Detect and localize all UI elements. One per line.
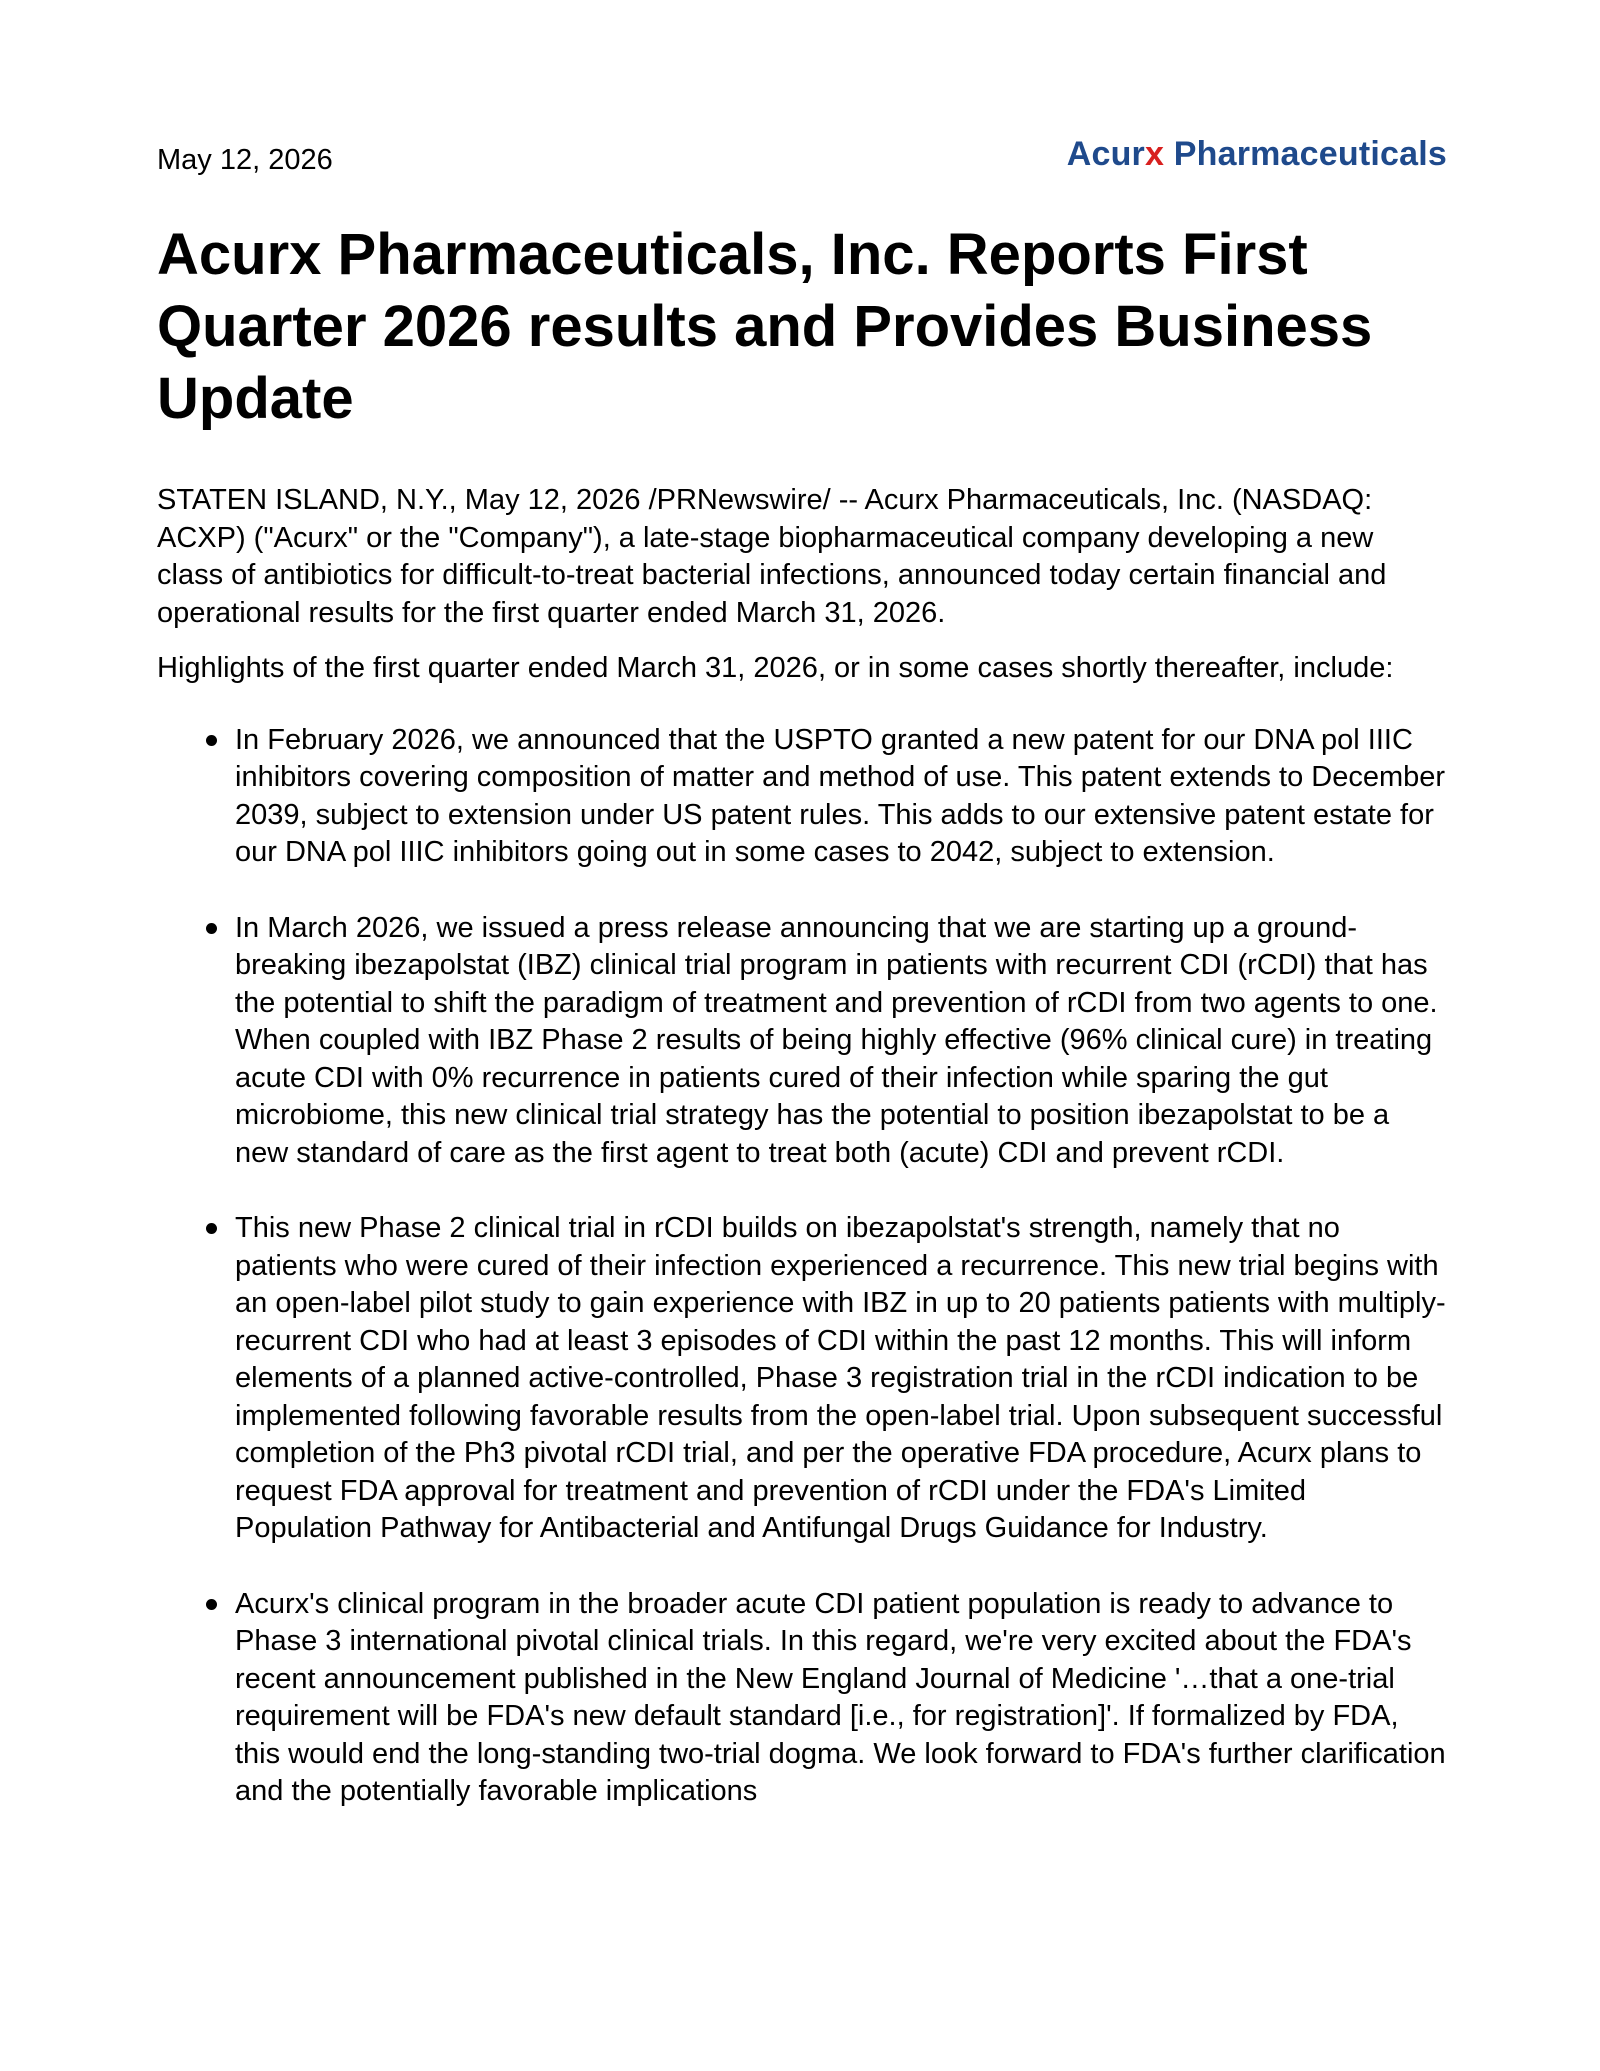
list-item: [235, 722, 1447, 872]
release-date: May 12, 2026: [157, 144, 333, 176]
list-item: [235, 910, 1447, 1173]
bullet-icon: [206, 1223, 217, 1234]
bullet-icon: [206, 735, 217, 746]
bullet-icon: [206, 923, 217, 934]
list-item-text: Acurx's clinical program in the broader acute CDI patient population is ready to advance to Phase 3 international pivotal clinical trials. In this regard, we're very excited about the FDA's recent announcement published in the New England Journal of Medicine '…that a one-trial requirement will be FDA's new default standard [i.e., for registration]'. If formalized by FDA, this would end the long-standing two-trial dogma. We look forward to FDA's further clarification and the potentially favorable implications: [235, 1587, 1446, 1807]
list-item-text: In March 2026, we issued a press release announcing that we are starting up a ground-breaking ibezapolstat (IBZ) clinical trial program in patients with recurrent CDI (rCDI) that has the potential to shift the paradigm of treatment and prevention of rCDI from two agents to one. When coupled with IBZ Phase 2 results of being highly effective (96% clinical cure) in treating acute CDI with 0% recurrence in patients cured of their infection while sparing the gut microbiome, this new clinical trial strategy has the potential to position ibezapolstat to be a new standard of care as the first agent to treat both (acute) CDI and prevent rCDI.: [235, 911, 1438, 1169]
list-item-text: In February 2026, we announced that the USPTO granted a new patent for our DNA pol IIIC inhibitors covering composition of matter and method of use. This patent extends to December 2039, subject to extension under US patent rules. This adds to our extensive patent estate for our DNA pol IIIC inhibitors going out in some cases to 2042, subject to extension.: [235, 723, 1446, 868]
company-logo: [1067, 135, 1447, 174]
article-body: [157, 482, 1447, 1849]
logo-text-part1: Acur: [1066, 135, 1145, 173]
bullet-icon: [206, 1599, 217, 1610]
list-item: [235, 1586, 1447, 1811]
highlights-intro: Highlights of the first quarter ended March 31, 2026, or in some cases shortly thereafter, include:: [157, 652, 1394, 684]
logo-text-accent: x: [1144, 135, 1165, 173]
intro-paragraph: STATEN ISLAND, N.Y., May 12, 2026 /PRNewswire/ -- Acurx Pharmaceuticals, Inc. (NASDAQ: ACXP) ("Acurx" or the "Company"), a late-stage biopharmaceutical company developing a new class of antibiotics for difficult-to-treat bacterial infections, announced today certain financial and operational results for the first quarter ended March 31, 2026.: [157, 484, 1387, 629]
list-item: [235, 1210, 1447, 1548]
highlights-list: [157, 722, 1447, 1811]
page-title: Acurx Pharmaceuticals, Inc. Reports First Quarter 2026 results and Provides Business Update: [157, 222, 1373, 431]
list-item-text: This new Phase 2 clinical trial in rCDI builds on ibezapolstat's strength, namely that no patients who were cured of their infection experienced a recurrence. This new trial begins with an open-label pilot study to gain experience with IBZ in up to 20 patients patients with multiply-recurrent CDI who had at least 3 episodes of CDI within the past 12 months. This will inform elements of a planned active-controlled, Phase 3 registration trial in the rCDI indication to be implemented following favorable results from the open-label trial. Upon subsequent successful completion of the Ph3 pivotal rCDI trial, and per the operative FDA procedure, Acurx plans to request FDA approval for treatment and prevention of rCDI under the FDA's Limited Population Pathway for Antibacterial and Antifungal Drugs Guidance for Industry.: [235, 1212, 1446, 1544]
logo-text-part2: Pharmaceuticals: [1164, 135, 1447, 173]
